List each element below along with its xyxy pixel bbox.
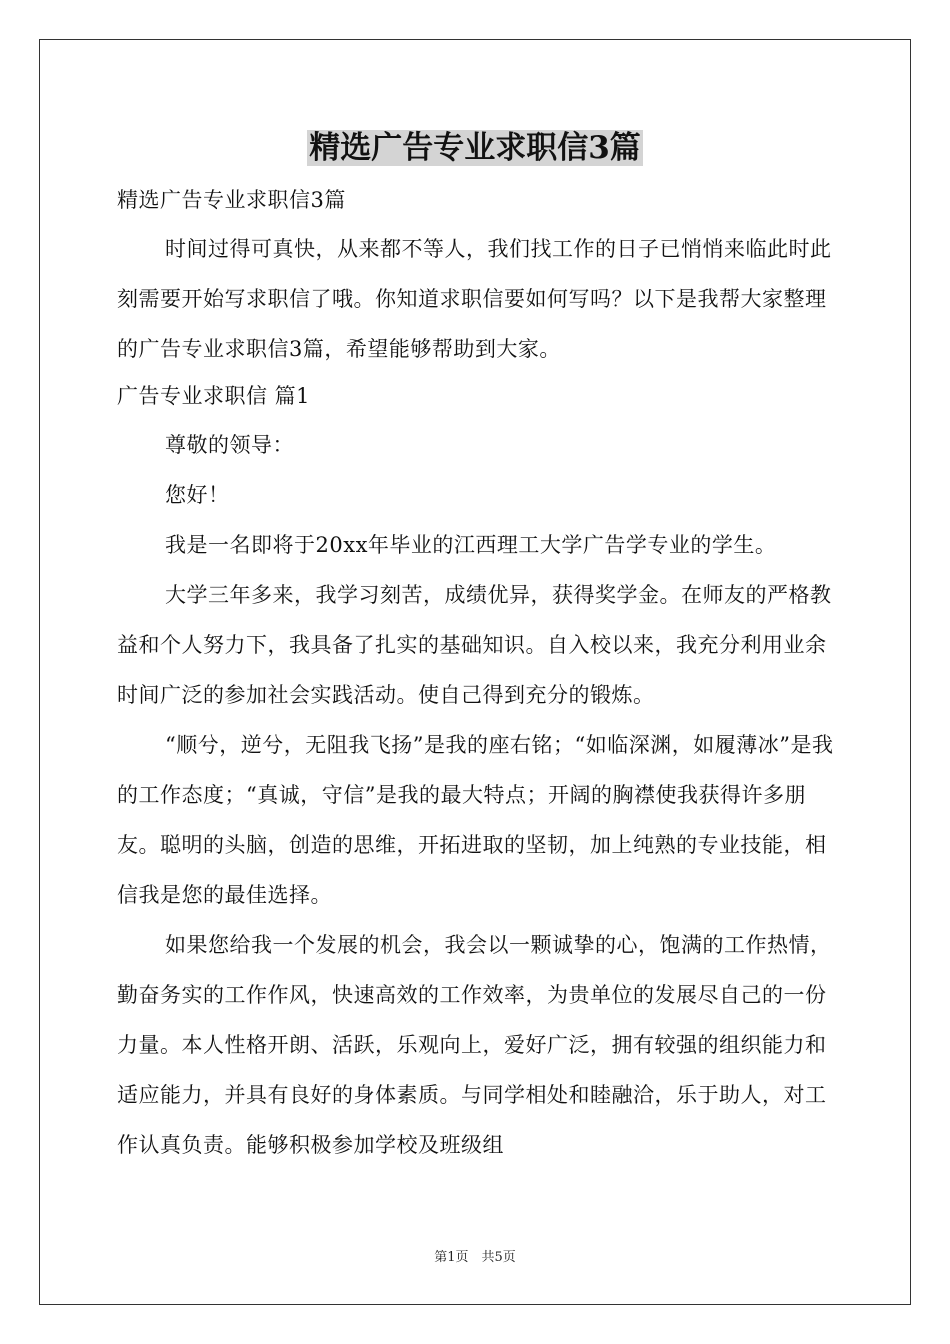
paragraph-greeting: 您好！ — [165, 483, 230, 507]
paragraph-opportunity: 如果您给我一个发展的机会，我会以一颗诚挚的心，饱满的工作热情，勤奋务实的工作作风，快速高效的工作效率，为贵单位的发展尽自己的一份力量。本人性格开朗、活跃，乐观向上，爱好广泛，拥有较强的组织能力和适应能力，并具有良好的身体素质。与同学相处和睦融洽，乐于助人，对工作认真负责。能够积极参加学校及班级组 — [117, 933, 832, 1157]
page-footer — [0, 1246, 950, 1265]
paragraph-study: 大学三年多来，我学习刻苦，成绩优异，获得奖学金。在师友的严格教益和个人努力下，我具备了扎实的基础知识。自入校以来，我充分利用业余时间广泛的参加社会实践活动。使自己得到充分的锻炼。 — [117, 583, 832, 707]
document-subtitle: 精选广告专业求职信3篇 — [117, 188, 346, 212]
document-title-text: 精选广告专业求职信3篇 — [309, 130, 641, 166]
document-body — [117, 180, 837, 1170]
paragraph-introduction: 我是一名即将于20xx年毕业的江西理工大学广告学专业的学生。 — [165, 533, 777, 557]
paragraph-motto: “顺兮，逆兮，无阻我飞扬”是我的座右铭；“如临深渊，如履薄冰”是我的工作态度；“真诚，守信”是我的最大特点；开阔的胸襟使我获得许多朋友。聪明的头脑，创造的思维，开拓进取的坚韧，加上纯熟的专业技能，相信我是您的最佳选择。 — [117, 733, 834, 907]
section-heading: 广告专业求职信 篇1 — [117, 384, 311, 408]
page-number: 第1页 共5页 — [434, 1250, 516, 1265]
paragraph-salutation: 尊敬的领导： — [165, 433, 294, 457]
document-title — [0, 128, 950, 168]
paragraph-intro: 时间过得可真快，从来都不等人，我们找工作的日子已悄悄来临此时此刻需要开始写求职信了哦。你知道求职信要如何写吗？以下是我帮大家整理的广告专业求职信3篇，希望能够帮助到大家。 — [117, 237, 832, 361]
